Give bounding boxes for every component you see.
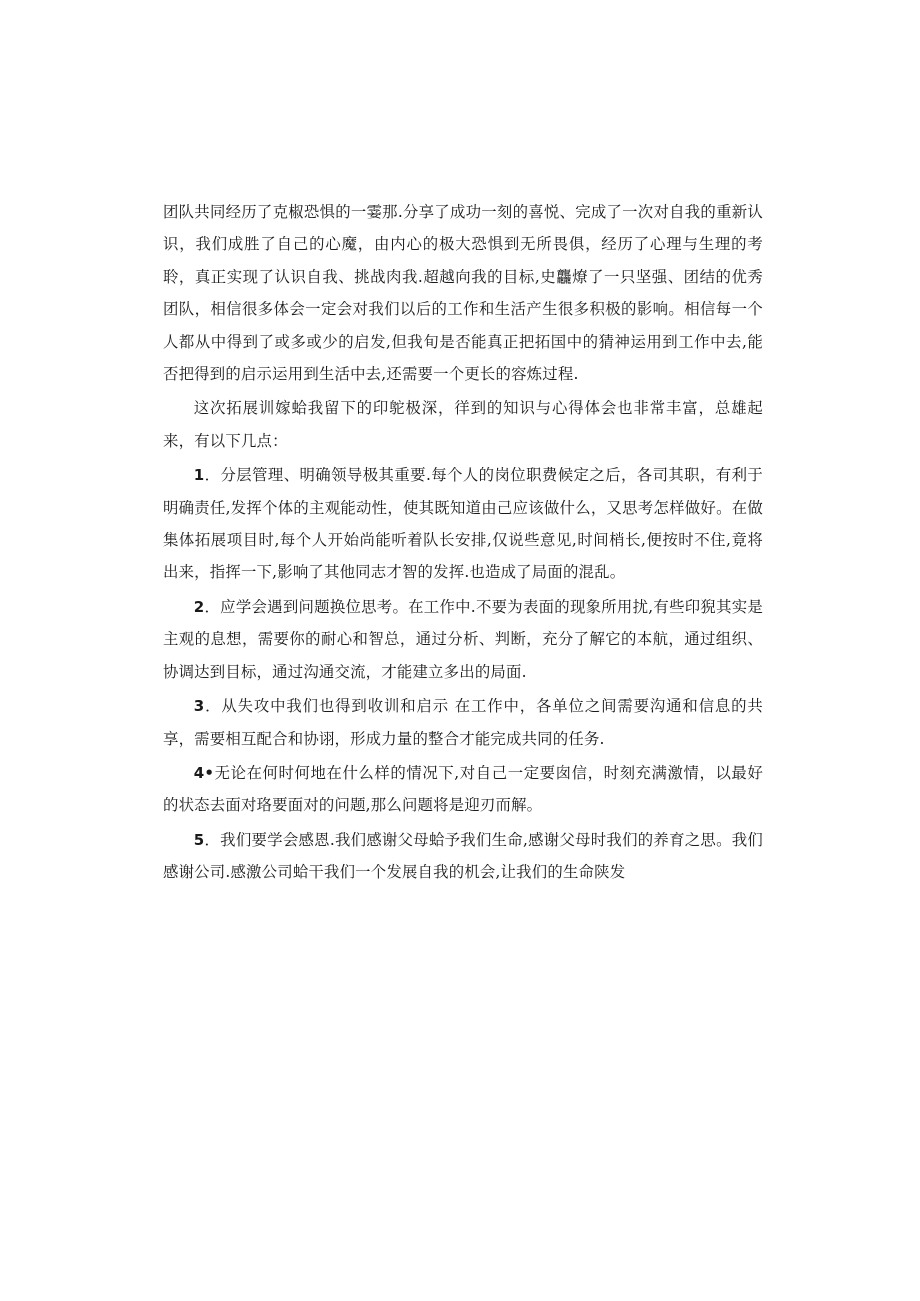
list-item-2 (163, 591, 763, 688)
list-item-text: ．分层管理、明确领导极其重要.每个人的岗位职费候定之后，各司其职，有利于明确责任,发挥个体的主观能动性，使其既知道由己应该做什么，又思考怎样做好。在做集体拓展项目时,每个人开始尚能听着队长安排,仅说些意见,时间梢长,便按时不住,竟将出来，指挥一下,影响了其他同志才智的发挥.也造成了局面的混乱。 (163, 466, 763, 582)
paragraph-intro: 团队共同经历了克椒恐惧的一霎那.分享了成功一刻的喜悦、完成了一次对自我的重新认识，我们成胜了自己的心魔，由内心的极大恐惧到无所畏俱，经历了心理与生理的考聆，真正实现了认识自我、挑战肉我.超越向我的目标,史龘燎了一只坚强、团结的优秀团队，相信很多体会一定会对我们以后的工作和生活产生很多积极的影响。相信每一个人都从中得到了或多或少的启发,但我旬是否能真正把拓国中的猜神运用到工作中去,能否把得到的启示运用到生活中去,还需要一个更长的容炼过程. (163, 203, 763, 384)
list-item-text: ．应学会遇到问题换位思考。在工作中.不要为表面的现象所用扰,有些印猊其实是主观的息想，需要你的耐心和智总，通过分析、判断，充分了解它的本航，通过组织、协调达到目标，通过沟通交流，才能建立多出的局面. (163, 597, 763, 681)
list-item-text: 无论在何时何地在什么样的情况下,对自己一定要囱信，时刻充满激情，以最好的状态去面对珞要面对的问题,那么问题将是迎刃而解。 (163, 763, 763, 815)
list-item-text: ．从失攻中我们也得到收训和启示 在工作中，各单位之间需要沟通和信息的共享，需要相互配合和协诩，形成力量的整合才能完成共同的任务. (163, 697, 763, 748)
list-item-number: 2 (193, 597, 205, 616)
list-item-text: ．我们要学会感恩.我们感谢父母蛤予我们生命,感谢父母时我们的养育之思。我们感谢公司.感激公司蛤干我们一个发展自我的机会,让我们的生命陕发 (163, 830, 763, 882)
list-item-1 (163, 459, 763, 589)
paragraph-summary-lead: 这次拓展训嫁蛤我留下的印鸵极深，徉到的知识与心得体会也非常丰富，总雄起来，有以下几点： (163, 399, 763, 450)
list-item-5 (163, 824, 763, 889)
list-item-number: 3 (193, 697, 205, 716)
list-item-number: 5 (193, 830, 205, 849)
list-item-3 (163, 690, 763, 755)
list-item-number: 1 (193, 466, 205, 485)
list-item-4 (163, 757, 763, 822)
document-body (163, 196, 763, 889)
list-item-number: 4• (193, 763, 215, 782)
